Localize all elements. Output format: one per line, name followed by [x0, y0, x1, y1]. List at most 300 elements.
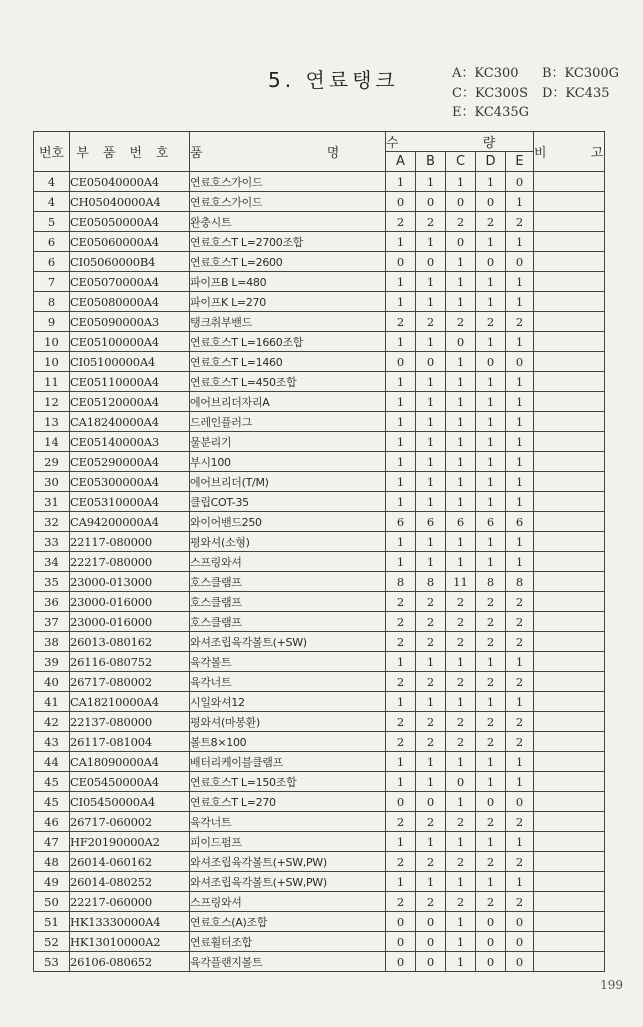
- row-number: 6: [34, 252, 70, 272]
- part-name: 와셔조립육각볼트(+SW): [190, 632, 386, 652]
- part-number: CE05450000A4: [70, 772, 190, 792]
- qty-c: 1: [446, 432, 476, 452]
- qty-e: 1: [506, 272, 534, 292]
- row-number: 9: [34, 312, 70, 332]
- table-row: [34, 192, 605, 212]
- qty-a: 1: [386, 392, 416, 412]
- part-name: 스프링와셔: [190, 892, 386, 912]
- qty-c: 2: [446, 732, 476, 752]
- row-number: 38: [34, 632, 70, 652]
- qty-d: 1: [476, 492, 506, 512]
- table-row: [34, 812, 605, 832]
- table-row: [34, 292, 605, 312]
- table-row: [34, 712, 605, 732]
- table-row: [34, 612, 605, 632]
- qty-c: 1: [446, 252, 476, 272]
- header-name: 품 명: [190, 132, 386, 172]
- row-number: 10: [34, 352, 70, 372]
- part-name: 육각플랜지볼트: [190, 952, 386, 972]
- qty-b: 1: [416, 752, 446, 772]
- qty-a: 2: [386, 712, 416, 732]
- part-name: 와셔조립육각볼트(+SW,PW): [190, 852, 386, 872]
- part-number: 26117-081004: [70, 732, 190, 752]
- remark-cell: [534, 452, 605, 472]
- remark-cell: [534, 932, 605, 952]
- part-number: 26013-080162: [70, 632, 190, 652]
- qty-c: 1: [446, 832, 476, 852]
- part-name: 파이프B L=480: [190, 272, 386, 292]
- legend-left: A：KC300: [452, 66, 519, 81]
- table-row: [34, 832, 605, 852]
- header-qty-a: A: [386, 152, 416, 172]
- remark-cell: [534, 552, 605, 572]
- qty-b: 1: [416, 292, 446, 312]
- qty-b: 2: [416, 212, 446, 232]
- part-name: 연료호스T L=1460: [190, 352, 386, 372]
- part-number: CA18090000A4: [70, 752, 190, 772]
- row-number: 51: [34, 912, 70, 932]
- qty-e: 0: [506, 952, 534, 972]
- qty-a: 1: [386, 652, 416, 672]
- part-name: 연료호스T L=270: [190, 792, 386, 812]
- qty-c: 1: [446, 452, 476, 472]
- part-number: CI05060000B4: [70, 252, 190, 272]
- qty-b: 0: [416, 192, 446, 212]
- remark-cell: [534, 212, 605, 232]
- row-number: 5: [34, 212, 70, 232]
- qty-d: 1: [476, 172, 506, 192]
- qty-a: 0: [386, 952, 416, 972]
- qty-e: 2: [506, 812, 534, 832]
- part-name: 연료호스(A)조합: [190, 912, 386, 932]
- qty-b: 2: [416, 712, 446, 732]
- remark-cell: [534, 792, 605, 812]
- qty-c: 2: [446, 892, 476, 912]
- qty-c: 1: [446, 932, 476, 952]
- qty-c: 2: [446, 612, 476, 632]
- qty-b: 1: [416, 432, 446, 452]
- row-number: 36: [34, 592, 70, 612]
- part-number: 23000-016000: [70, 592, 190, 612]
- qty-c: 0: [446, 192, 476, 212]
- qty-c: 0: [446, 232, 476, 252]
- qty-b: 2: [416, 892, 446, 912]
- table-row: [34, 932, 605, 952]
- qty-c: 1: [446, 752, 476, 772]
- qty-d: 0: [476, 792, 506, 812]
- qty-c: 11: [446, 572, 476, 592]
- qty-a: 2: [386, 612, 416, 632]
- qty-c: 1: [446, 492, 476, 512]
- qty-a: 2: [386, 592, 416, 612]
- part-name: 에어브리더자리A: [190, 392, 386, 412]
- qty-a: 2: [386, 852, 416, 872]
- table-row: [34, 392, 605, 412]
- qty-b: 2: [416, 312, 446, 332]
- part-name: 볼트8×100: [190, 732, 386, 752]
- remark-cell: [534, 752, 605, 772]
- remark-cell: [534, 192, 605, 212]
- qty-b: 2: [416, 632, 446, 652]
- qty-c: 1: [446, 272, 476, 292]
- qty-b: 2: [416, 812, 446, 832]
- part-name: 피이드펌프: [190, 832, 386, 852]
- remark-cell: [534, 272, 605, 292]
- legend-left: C：KC300S: [452, 85, 528, 101]
- qty-d: 0: [476, 192, 506, 212]
- qty-d: 1: [476, 392, 506, 412]
- table-row: [34, 412, 605, 432]
- qty-c: 1: [446, 352, 476, 372]
- remark-cell: [534, 952, 605, 972]
- part-number: CE05050000A4: [70, 212, 190, 232]
- header-qty: 수 량: [386, 132, 534, 152]
- qty-c: 1: [446, 532, 476, 552]
- qty-a: 1: [386, 832, 416, 852]
- qty-e: 1: [506, 332, 534, 352]
- qty-a: 0: [386, 912, 416, 932]
- qty-e: 2: [506, 212, 534, 232]
- table-row: [34, 472, 605, 492]
- qty-c: 2: [446, 852, 476, 872]
- qty-d: 0: [476, 952, 506, 972]
- qty-c: 1: [446, 372, 476, 392]
- row-number: 6: [34, 232, 70, 252]
- part-number: CI05100000A4: [70, 352, 190, 372]
- qty-b: 1: [416, 872, 446, 892]
- table-row: [34, 672, 605, 692]
- qty-c: 1: [446, 652, 476, 672]
- qty-a: 0: [386, 932, 416, 952]
- qty-b: 1: [416, 652, 446, 672]
- qty-e: 0: [506, 792, 534, 812]
- remark-cell: [534, 372, 605, 392]
- qty-e: 2: [506, 632, 534, 652]
- qty-a: 1: [386, 272, 416, 292]
- qty-d: 2: [476, 592, 506, 612]
- qty-d: 1: [476, 652, 506, 672]
- qty-a: 1: [386, 692, 416, 712]
- qty-c: 2: [446, 712, 476, 732]
- table-row: [34, 432, 605, 452]
- qty-a: 1: [386, 872, 416, 892]
- qty-d: 1: [476, 272, 506, 292]
- remark-cell: [534, 472, 605, 492]
- qty-c: 6: [446, 512, 476, 532]
- qty-c: 1: [446, 392, 476, 412]
- part-number: CE05290000A4: [70, 452, 190, 472]
- table-row: [34, 212, 605, 232]
- row-number: 7: [34, 272, 70, 292]
- part-number: HK13330000A4: [70, 912, 190, 932]
- remark-cell: [534, 692, 605, 712]
- part-name: 연료호스가이드: [190, 172, 386, 192]
- qty-e: 1: [506, 232, 534, 252]
- remark-cell: [534, 672, 605, 692]
- qty-e: 1: [506, 432, 534, 452]
- qty-d: 6: [476, 512, 506, 532]
- qty-e: 1: [506, 472, 534, 492]
- qty-e: 6: [506, 512, 534, 532]
- part-name: 평와셔(마봉환): [190, 712, 386, 732]
- part-name: 연료호스T L=2700조합: [190, 232, 386, 252]
- qty-d: 0: [476, 912, 506, 932]
- qty-c: 2: [446, 632, 476, 652]
- table-row: [34, 792, 605, 812]
- qty-b: 1: [416, 272, 446, 292]
- qty-a: 1: [386, 432, 416, 452]
- part-number: CE05040000A4: [70, 172, 190, 192]
- row-number: 35: [34, 572, 70, 592]
- qty-d: 1: [476, 452, 506, 472]
- qty-b: 1: [416, 492, 446, 512]
- parts-table-body: [34, 172, 605, 972]
- remark-cell: [534, 252, 605, 272]
- table-row: [34, 492, 605, 512]
- part-name: 드레인플러그: [190, 412, 386, 432]
- qty-e: 1: [506, 652, 534, 672]
- qty-a: 2: [386, 732, 416, 752]
- qty-d: 1: [476, 372, 506, 392]
- qty-d: 1: [476, 532, 506, 552]
- qty-b: 1: [416, 412, 446, 432]
- remark-cell: [534, 172, 605, 192]
- row-number: 11: [34, 372, 70, 392]
- legend-right: B：KC300G: [542, 66, 620, 81]
- part-name: 호스클램프: [190, 572, 386, 592]
- qty-c: 1: [446, 472, 476, 492]
- qty-b: 1: [416, 452, 446, 472]
- qty-b: 1: [416, 552, 446, 572]
- qty-e: 1: [506, 532, 534, 552]
- qty-b: 2: [416, 732, 446, 752]
- remark-cell: [534, 832, 605, 852]
- part-name: 에어브리더(T/M): [190, 472, 386, 492]
- qty-a: 1: [386, 332, 416, 352]
- qty-e: 1: [506, 192, 534, 212]
- part-name: 육각볼트: [190, 652, 386, 672]
- qty-e: 0: [506, 912, 534, 932]
- remark-cell: [534, 352, 605, 372]
- qty-e: 0: [506, 352, 534, 372]
- row-number: 34: [34, 552, 70, 572]
- row-number: 48: [34, 852, 70, 872]
- qty-d: 1: [476, 832, 506, 852]
- qty-d: 2: [476, 212, 506, 232]
- part-name: 스프링와셔: [190, 552, 386, 572]
- remark-cell: [534, 392, 605, 412]
- part-number: CE05110000A4: [70, 372, 190, 392]
- remark-cell: [534, 572, 605, 592]
- legend-row: [452, 103, 529, 123]
- qty-a: 1: [386, 412, 416, 432]
- qty-e: 2: [506, 732, 534, 752]
- qty-d: 1: [476, 872, 506, 892]
- part-number: CH05040000A4: [70, 192, 190, 212]
- row-number: 13: [34, 412, 70, 432]
- qty-a: 1: [386, 492, 416, 512]
- remark-cell: [534, 812, 605, 832]
- table-row: [34, 272, 605, 292]
- remark-cell: [534, 872, 605, 892]
- part-number: 23000-016000: [70, 612, 190, 632]
- qty-e: 1: [506, 292, 534, 312]
- qty-b: 2: [416, 852, 446, 872]
- qty-d: 0: [476, 932, 506, 952]
- qty-c: 1: [446, 912, 476, 932]
- qty-d: 1: [476, 432, 506, 452]
- qty-e: 1: [506, 412, 534, 432]
- remark-cell: [534, 332, 605, 352]
- row-number: 4: [34, 192, 70, 212]
- qty-c: 0: [446, 332, 476, 352]
- qty-d: 2: [476, 852, 506, 872]
- part-number: CE05060000A4: [70, 232, 190, 252]
- part-name: 완충시트: [190, 212, 386, 232]
- qty-e: 1: [506, 772, 534, 792]
- header-qty-d: D: [476, 152, 506, 172]
- qty-e: 0: [506, 172, 534, 192]
- qty-b: 1: [416, 232, 446, 252]
- qty-a: 1: [386, 292, 416, 312]
- qty-a: 8: [386, 572, 416, 592]
- part-name: 부시100: [190, 452, 386, 472]
- header-no: 번호: [34, 132, 70, 172]
- qty-a: 1: [386, 752, 416, 772]
- part-number: 26717-080002: [70, 672, 190, 692]
- qty-c: 2: [446, 312, 476, 332]
- part-name: 연료호스가이드: [190, 192, 386, 212]
- qty-b: 0: [416, 932, 446, 952]
- row-number: 30: [34, 472, 70, 492]
- row-number: 49: [34, 872, 70, 892]
- table-row: [34, 912, 605, 932]
- qty-e: 1: [506, 552, 534, 572]
- qty-c: 2: [446, 812, 476, 832]
- qty-c: 1: [446, 792, 476, 812]
- table-row: [34, 372, 605, 392]
- table-row: [34, 552, 605, 572]
- part-number: 22117-080000: [70, 532, 190, 552]
- qty-b: 0: [416, 792, 446, 812]
- part-name: 호스클램프: [190, 612, 386, 632]
- remark-cell: [534, 732, 605, 752]
- qty-b: 1: [416, 472, 446, 492]
- table-row: [34, 952, 605, 972]
- row-number: 42: [34, 712, 70, 732]
- qty-b: 2: [416, 672, 446, 692]
- row-number: 10: [34, 332, 70, 352]
- qty-d: 1: [476, 772, 506, 792]
- part-name: 클립COT-35: [190, 492, 386, 512]
- part-name: 연료호스T L=1660조합: [190, 332, 386, 352]
- row-number: 43: [34, 732, 70, 752]
- header-qty-c: C: [446, 152, 476, 172]
- qty-e: 1: [506, 872, 534, 892]
- qty-c: 2: [446, 212, 476, 232]
- table-row: [34, 852, 605, 872]
- qty-d: 1: [476, 692, 506, 712]
- qty-d: 0: [476, 352, 506, 372]
- part-number: 22137-080000: [70, 712, 190, 732]
- qty-e: 2: [506, 712, 534, 732]
- part-number: CE05070000A4: [70, 272, 190, 292]
- qty-b: 1: [416, 532, 446, 552]
- qty-a: 0: [386, 792, 416, 812]
- qty-a: 1: [386, 532, 416, 552]
- part-number: 26106-080652: [70, 952, 190, 972]
- header-row: [34, 132, 605, 152]
- remark-cell: [534, 652, 605, 672]
- row-number: 8: [34, 292, 70, 312]
- qty-b: 2: [416, 592, 446, 612]
- part-name: 연료호스T L=2600: [190, 252, 386, 272]
- qty-e: 1: [506, 492, 534, 512]
- remark-cell: [534, 232, 605, 252]
- table-row: [34, 592, 605, 612]
- row-number: 46: [34, 812, 70, 832]
- qty-a: 1: [386, 552, 416, 572]
- part-name: 배터리케이블클램프: [190, 752, 386, 772]
- part-number: CA18210000A4: [70, 692, 190, 712]
- table-row: [34, 332, 605, 352]
- table-row: [34, 632, 605, 652]
- qty-b: 0: [416, 352, 446, 372]
- part-number: 26717-060002: [70, 812, 190, 832]
- part-number: 22217-060000: [70, 892, 190, 912]
- qty-c: 1: [446, 172, 476, 192]
- row-number: 39: [34, 652, 70, 672]
- qty-a: 6: [386, 512, 416, 532]
- row-number: 41: [34, 692, 70, 712]
- row-number: 4: [34, 172, 70, 192]
- remark-cell: [534, 912, 605, 932]
- table-row: [34, 872, 605, 892]
- part-number: CA18240000A4: [70, 412, 190, 432]
- qty-b: 2: [416, 612, 446, 632]
- row-number: 37: [34, 612, 70, 632]
- qty-e: 2: [506, 592, 534, 612]
- model-legend: [452, 64, 620, 123]
- qty-e: 1: [506, 452, 534, 472]
- table-row: [34, 312, 605, 332]
- part-number: HK13010000A2: [70, 932, 190, 952]
- remark-cell: [534, 852, 605, 872]
- part-number: CE05120000A4: [70, 392, 190, 412]
- header-part-no: 부품번호: [70, 132, 190, 172]
- qty-d: 1: [476, 752, 506, 772]
- part-name: 육각너트: [190, 812, 386, 832]
- qty-d: 1: [476, 552, 506, 572]
- qty-c: 1: [446, 552, 476, 572]
- table-row: [34, 232, 605, 252]
- part-number: CA94200000A4: [70, 512, 190, 532]
- row-number: 52: [34, 932, 70, 952]
- row-number: 33: [34, 532, 70, 552]
- row-number: 47: [34, 832, 70, 852]
- row-number: 45: [34, 772, 70, 792]
- qty-d: 2: [476, 612, 506, 632]
- part-number: CE05310000A4: [70, 492, 190, 512]
- part-number: CE05080000A4: [70, 292, 190, 312]
- qty-c: 2: [446, 592, 476, 612]
- remark-cell: [534, 492, 605, 512]
- remark-cell: [534, 712, 605, 732]
- qty-d: 2: [476, 632, 506, 652]
- qty-b: 8: [416, 572, 446, 592]
- part-name: 와셔조립육각볼트(+SW,PW): [190, 872, 386, 892]
- part-name: 육각너트: [190, 672, 386, 692]
